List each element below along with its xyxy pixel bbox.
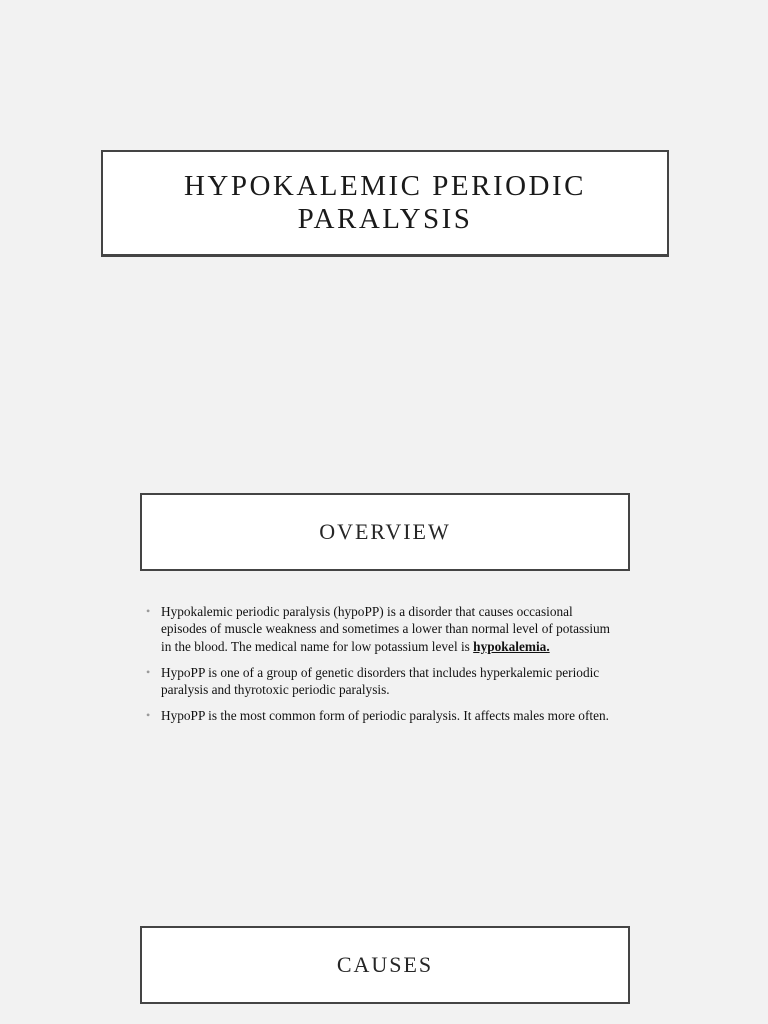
term-hypokalemia: hypokalemia.: [473, 638, 550, 654]
list-item: [145, 664, 620, 699]
causes-heading: CAUSES: [336, 952, 434, 977]
bullet-text: HypoPP is one of a group of genetic disorders that includes hyperkalemic periodic paralysis and thyrotoxic periodic paralysis.: [161, 664, 600, 698]
causes-heading-box: [140, 926, 630, 1004]
list-item: [145, 603, 620, 655]
bullet-marker-icon: •: [146, 664, 151, 679]
overview-heading-box: [140, 493, 630, 571]
title-slide-box: [101, 150, 669, 257]
list-item: [145, 707, 620, 724]
overview-heading: OVERVIEW: [319, 519, 451, 544]
bullet-text: HypoPP is the most common form of periodic paralysis. It affects males more often.: [161, 708, 609, 724]
bullet-marker-icon: •: [146, 708, 151, 723]
overview-bullet-list: [145, 603, 620, 734]
page-title: HYPOKALEMIC PERIODIC PARALYSIS: [183, 170, 587, 235]
bullet-marker-icon: •: [146, 604, 151, 618]
bullet-text: Hypokalemic periodic paralysis (hypoPP) is a disorder that causes occasional episodes of muscle weakness and sometimes a lower than normal level of potassium in the blood. The medical name for low potassium level is: [161, 604, 611, 654]
